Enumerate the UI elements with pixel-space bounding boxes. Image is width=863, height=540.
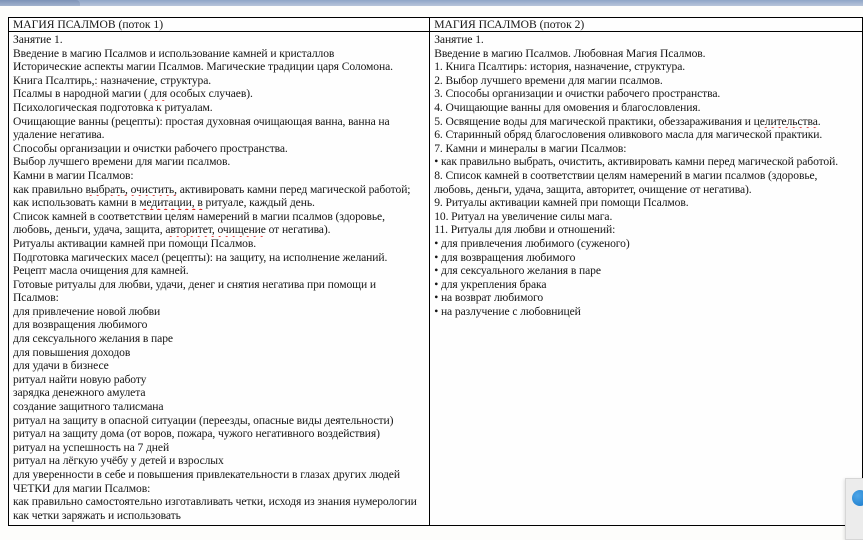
text-segment: ЧЕТКИ для магии Псалмов: [13,481,151,495]
doc-line [13,33,426,47]
doc-line [434,47,859,61]
misspelled-text: выбрать, очистить, [85,182,177,196]
text-segment: как правильно самостоятельно изготавливать четки, исходя из знания нумерологии [13,495,417,509]
misspelled-text: ,: [91,73,98,87]
doc-line [434,196,859,210]
text-segment: • как правильно выбрать, очистить, активировать камни перед магической работой. [434,155,839,169]
doc-line [13,305,426,319]
text-segment: ритуал на защиту дома (от воров, пожара, чужого негативного воздействия) [13,427,380,441]
stream-2-cell [430,32,863,526]
doc-line [434,237,859,251]
text-segment: любовь, деньги, удача, защита, [13,223,166,237]
doc-line [434,155,859,169]
doc-line [13,346,426,360]
doc-line [434,264,859,278]
text-segment: как четки заряжать и использовать [13,508,181,522]
doc-line [13,264,426,278]
text-segment: Список камней в соответствии целям намерений в магии псалмов (здоровье, [13,209,385,223]
window-chrome-tab [0,0,80,6]
doc-line [13,495,426,509]
doc-line [13,237,426,251]
doc-line [13,87,426,101]
text-segment: Подготовка магических масел (рецепты): на защиту, на исполнение желаний. [13,250,388,264]
text-segment: для сексуального желания в паре [13,332,173,346]
text-segment: любовь, деньги, удача, защита, авторитет, очищение от негатива). [434,182,752,196]
text-segment: активировать камни перед магической работой; [176,182,411,196]
text-segment: • для укрепления брака [434,277,547,291]
text-segment: как правильно [13,182,86,196]
doc-line [13,223,426,237]
doc-line [434,251,859,265]
text-segment: . [817,114,821,128]
misspelled-text: для привлечение [13,304,95,318]
doc-line [13,441,426,455]
doc-line [434,87,859,101]
text-segment: для удачи в бизнесе [13,359,109,373]
text-segment: Выбор лучшего времени для магии псалмов. [13,155,231,169]
text-segment: Камни в магии Псалмов: [13,168,134,182]
doc-line [13,332,426,346]
text-segment: • для сексуального желания в паре [434,264,601,278]
column-header-stream-2: МАГИЯ ПСАЛМОВ (поток 2) [430,18,863,32]
text-segment: как использовать камни в [13,196,140,210]
doc-line [13,60,426,74]
document-page [8,17,863,526]
text-segment: ритуал на успешность на 7 дней [13,440,170,454]
text-segment: создание защитного талисмана [13,400,164,414]
text-segment: ритуал найти новую работу [13,372,147,386]
misspelled-text: медитации, в [139,196,203,210]
text-segment: 9. Ритуалы активации камней при помощи Псалмов. [434,196,689,210]
text-segment: Псалмов: [13,291,59,305]
doc-line [13,400,426,414]
window-chrome-strip [0,0,863,6]
text-segment: 10. Ритуал на увеличение силы мага. [434,209,613,223]
text-segment: удаление негатива. [13,128,105,142]
doc-line [13,318,426,332]
text-segment: Ритуалы активации камней при помощи Псалмов. [13,236,257,250]
text-segment: • на разлучение с любовницей [434,304,581,318]
doc-line [434,291,859,305]
doc-line [13,128,426,142]
text-segment: назначение, структура. [97,73,212,87]
text-segment: 5. Освящение воды для магической практики, обеззараживания и [434,114,754,128]
text-segment: особых случаев). [167,87,253,101]
body-row [9,32,863,526]
text-segment: Псалмы в народной магии [13,87,144,101]
doc-line [434,115,859,129]
text-segment: Введение в магию Псалмов и использование камней и кристаллов [13,46,335,60]
text-segment: 7. Камни и минералы в магии Псалмов: [434,141,627,155]
floating-widget-panel [845,478,863,540]
doc-line [13,482,426,496]
doc-line [13,155,426,169]
doc-line [13,142,426,156]
course-table [8,17,863,526]
text-segment: Готовые ритуалы для любви, удачи, денег и снятия негатива при помощи и [13,277,377,291]
doc-line [13,47,426,61]
doc-line [13,196,426,210]
doc-line [434,169,859,183]
doc-line [13,115,426,129]
text-segment: Занятие 1. [434,33,484,46]
text-segment: 8. Список камней в соответствии целям намерений в магии псалмов (здоровье, [434,168,818,182]
doc-line [13,74,426,88]
text-segment: 6. Старинный обряд благословения оливкового масла для магической практики. [434,128,823,142]
doc-line [434,60,859,74]
text-segment: ритуале, каждый день. [202,196,315,210]
doc-line [13,414,426,428]
misspelled-text: ( для [143,87,168,101]
doc-line [13,251,426,265]
doc-line [434,128,859,142]
text-segment: Рецепт масла очищения для камней. [13,264,189,278]
text-segment: для повышения доходов [13,345,131,359]
doc-line [13,468,426,482]
doc-line [13,183,426,197]
text-segment: • для привлечения любимого (суженого) [434,236,630,250]
text-segment: Способы организации и очистки рабочего пространства. [13,141,288,155]
doc-line [434,210,859,224]
text-segment: Введение в магию Псалмов. Любовная Магия Псалмов. [434,46,706,60]
text-segment: 4. Очищающие ванны для омовения и благословления. [434,100,701,114]
doc-line [434,183,859,197]
text-segment: • для возвращения любимого [434,250,576,264]
doc-line [434,305,859,319]
misspelled-text: авторитет, очищение [165,223,266,237]
stream-1-cell [9,32,430,526]
header-row [9,18,863,32]
blue-circle-icon[interactable] [852,490,863,506]
text-segment: Занятие 1. [13,33,63,46]
text-segment: 11. Ритуалы для любви и отношений: [434,223,616,237]
text-segment: Исторические аспекты магии Псалмов. Магические традиции царя Соломона. [13,60,393,74]
text-segment: для возвращения любимого [13,318,148,332]
doc-line [13,291,426,305]
text-segment: Книга Псалтирь [13,73,92,87]
text-segment: новой любви [94,304,161,318]
doc-line [13,278,426,292]
doc-line [434,101,859,115]
text-segment: 1. Книга Псалтирь: история, назначение, структура. [434,60,686,74]
doc-line [434,278,859,292]
text-segment: Очищающие ванны (рецепты): простая духовная очищающая ванна, ванна на [13,114,390,128]
doc-line [434,223,859,237]
doc-line [13,373,426,387]
misspelled-text: целительства [753,114,818,128]
doc-line [13,427,426,441]
doc-line [13,359,426,373]
text-segment: • на возврат любимого [434,291,544,305]
column-header-stream-1: МАГИЯ ПСАЛМОВ (поток 1) [9,18,430,32]
doc-line [13,169,426,183]
text-segment: Психологическая подготовка к ритуалам. [13,100,213,114]
doc-line [13,454,426,468]
text-segment: для уверенности в себе и повышения привлекательности в глазах других людей [13,468,400,481]
doc-line [434,142,859,156]
text-segment: 3. Способы организации и очистки рабочего пространства. [434,87,721,101]
text-segment: зарядка денежного амулета [13,386,146,400]
doc-line [434,33,859,47]
doc-line [13,509,426,523]
doc-line [13,386,426,400]
doc-line [13,210,426,224]
doc-line [434,74,859,88]
text-segment: ритуал на защиту в опасной ситуации (переезды, опасные виды деятельности) [13,413,394,427]
text-segment: 2. Выбор лучшего времени для магии псалмов. [434,73,663,87]
text-segment: от негатива). [265,223,331,237]
text-segment: ритуал на лёгкую учёбу у детей и взрослых [13,454,224,468]
doc-line [13,101,426,115]
